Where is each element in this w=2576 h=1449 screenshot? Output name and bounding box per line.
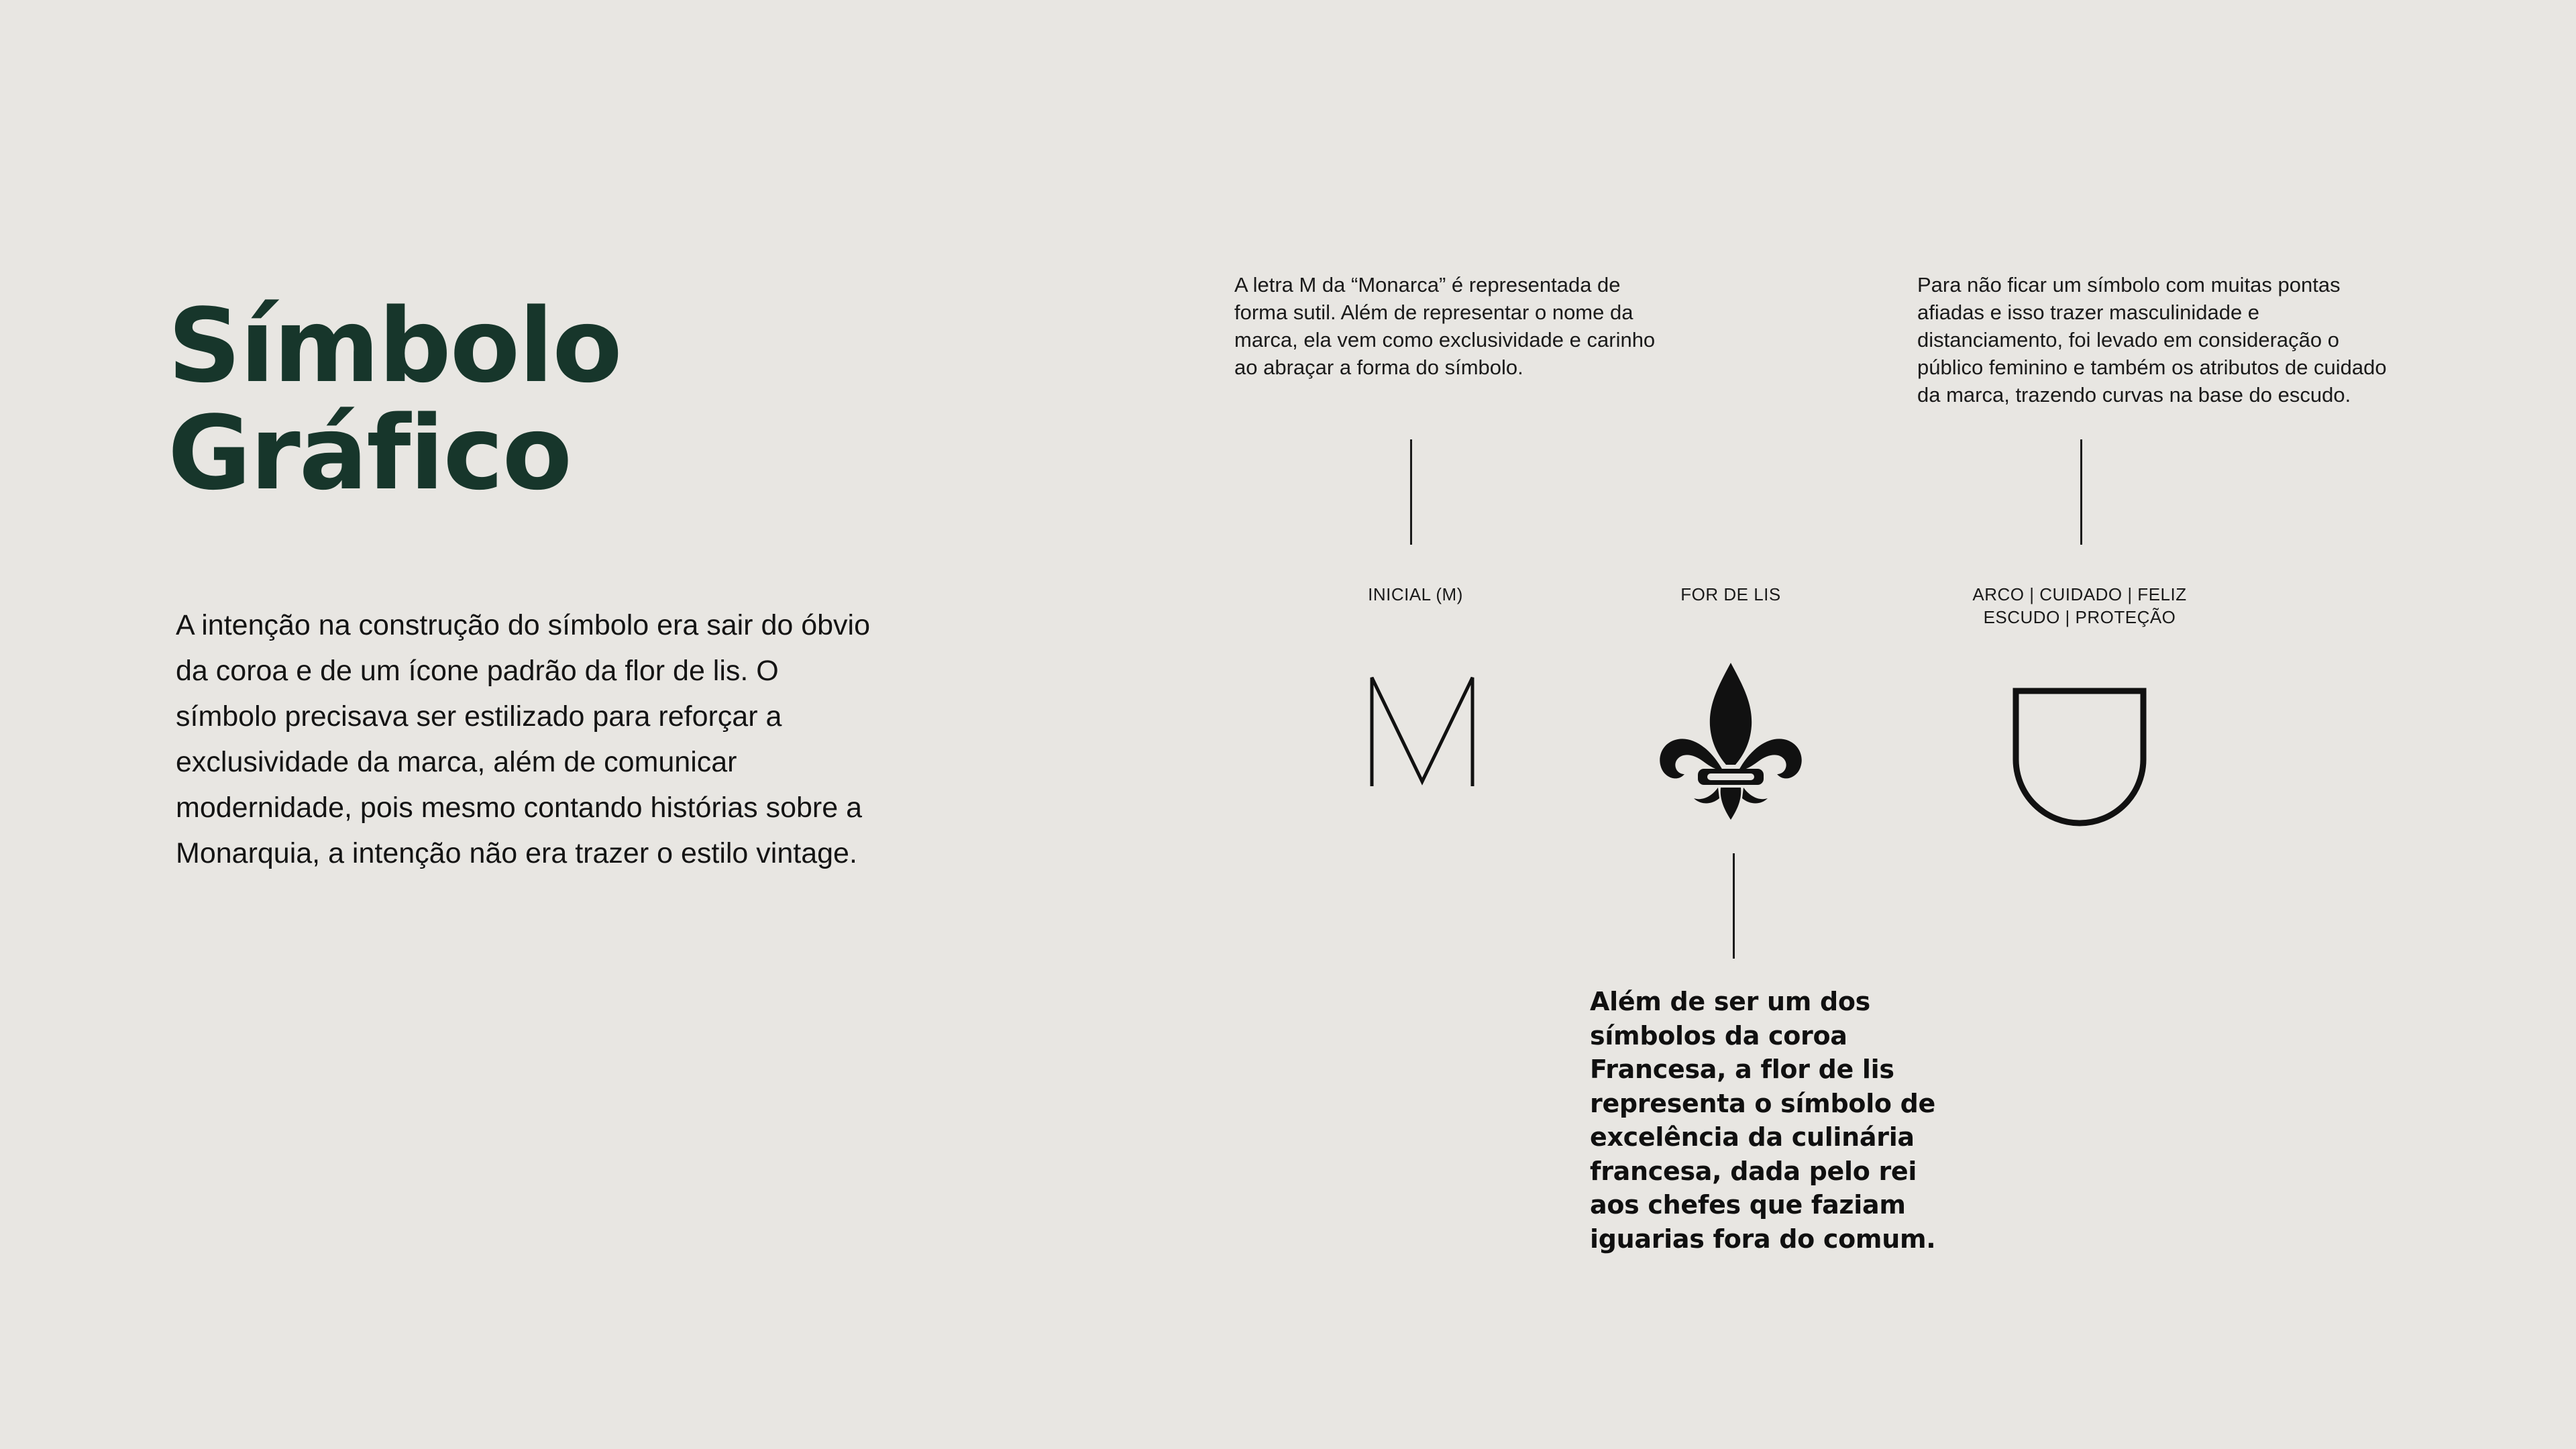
shield-label-line-2: ESCUDO | PROTEÇÃO — [1983, 607, 2176, 627]
shield-connector-line — [2080, 439, 2082, 545]
fleur-description: Além de ser um dos símbolos da coroa Francesa, a flor de lis representa o símbolo de excelência da culinária francesa, dada pelo rei aos chefes que faziam iguarias fora do comum. — [1590, 987, 1936, 1254]
letter-m-icon — [1362, 671, 1483, 792]
fleur-connector-line — [1733, 853, 1735, 959]
fleur-de-lis-icon — [1654, 657, 1808, 825]
m-label: INICIAL (M) — [1368, 584, 1463, 604]
m-description: A letra M da “Monarca” é representada de forma sutil. Além de representar o nome da marca, ela vem como exclusividade e carinho ao abraçar a forma do símbolo. — [1234, 273, 1656, 379]
intro-paragraph: A intenção na construção do símbolo era sair do óbvio da coroa e de um ícone padrão da flor de lis. O símbolo precisava ser estilizado para reforçar a exclusividade da marca, além de comunicar modernidade, pois mesmo contando histórias sobre a Monarquia, a intenção não era trazer o estilo vintage. — [176, 609, 871, 869]
title-line-2: Gráfico — [168, 394, 572, 513]
shield-label — [1919, 583, 2241, 629]
title-line-1: Símbolo — [168, 286, 621, 405]
m-connector-line — [1410, 439, 1412, 545]
shield-icon — [2009, 684, 2150, 828]
fleur-label: FOR DE LIS — [1680, 584, 1781, 604]
shield-label-line-1: ARCO | CUIDADO | FELIZ — [1972, 584, 2187, 604]
page-title — [168, 286, 621, 513]
shield-description: Para não ficar um símbolo com muitas pontas afiadas e isso trazer masculinidade e distanciamento, foi levado em consideração o público feminino e também os atributos de cuidado da marca, trazendo curvas na base do escudo. — [1917, 273, 2387, 407]
